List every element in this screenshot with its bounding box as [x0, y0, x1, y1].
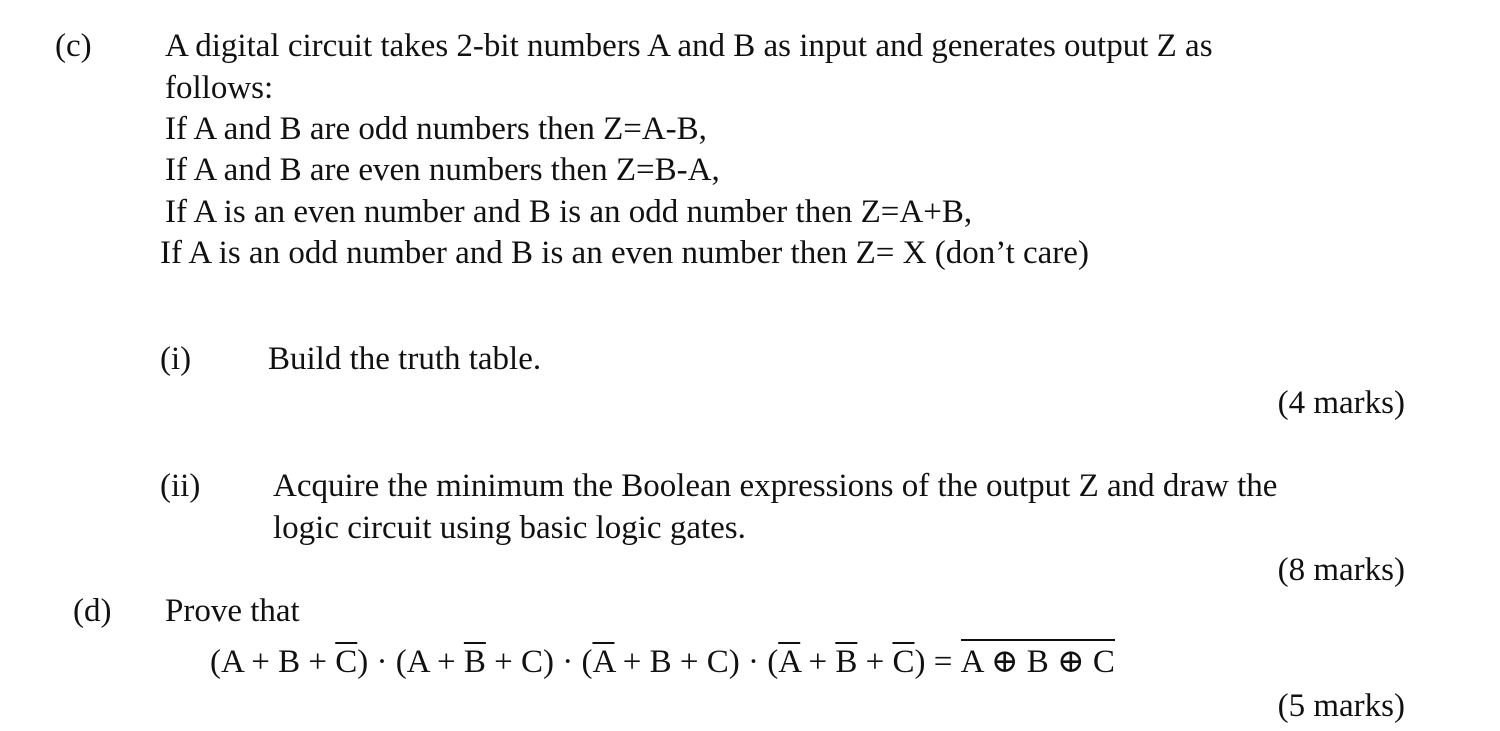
eq-b-bar-2: $\overline{B}$	[835, 644, 858, 680]
sub-ii-label: (ii)	[160, 468, 201, 504]
rule-even-even: If A and B are even numbers then Z=B-A,	[165, 152, 720, 188]
part-c-intro-line2: follows:	[165, 70, 274, 106]
part-c-intro-line1: A digital circuit takes 2-bit numbers A and B as input and generates output Z as	[165, 28, 1213, 64]
part-d-marks: (5 marks)	[1277, 688, 1405, 724]
eq-rhs-text: A ⊕ B ⊕ C	[960, 644, 1115, 680]
part-d-text: Prove that	[165, 593, 300, 629]
eq-b-bar: $\overline{B}$	[463, 644, 486, 680]
rule-even-odd: If A is an even number and B is an odd number then Z=A+B,	[165, 194, 973, 230]
eq-term-11: +	[857, 644, 893, 680]
rule-odd-even: If A is an odd number and B is an even number then Z= X (don’t care)	[160, 235, 1089, 271]
sub-i-text: Build the truth table.	[268, 341, 542, 377]
sub-i-marks: (4 marks)	[1277, 385, 1405, 421]
sub-i-label: (i)	[160, 341, 192, 377]
eq-term-13: ) =	[914, 644, 961, 680]
eq-term-5: + C) · (	[485, 644, 593, 680]
eq-rhs-overbar	[961, 639, 1115, 641]
part-c-label: (c)	[55, 28, 92, 64]
eq-c-bar: $\overline{C}$	[335, 644, 358, 680]
eq-term-7: + B + C) · (	[614, 644, 779, 680]
eq-a-bar-2: $\overline{A}$	[778, 644, 801, 680]
eq-rhs-xnor	[961, 646, 1115, 679]
boolean-equation	[210, 646, 1115, 679]
rule-odd-odd: If A and B are odd numbers then Z=A-B,	[165, 111, 707, 147]
sub-ii-text-line1: Acquire the minimum the Boolean expressions of the output Z and draw the	[273, 468, 1278, 504]
sub-ii-marks: (8 marks)	[1277, 552, 1405, 588]
eq-c-bar-2: $\overline{C}$	[892, 644, 915, 680]
eq-term-9: +	[800, 644, 836, 680]
eq-term-1: (A + B +	[210, 644, 336, 680]
eq-term-3: ) · (A +	[357, 644, 464, 680]
eq-a-bar: $\overline{A}$	[592, 644, 615, 680]
sub-ii-text-line2: logic circuit using basic logic gates.	[273, 510, 746, 546]
part-d-label: (d)	[73, 593, 112, 629]
